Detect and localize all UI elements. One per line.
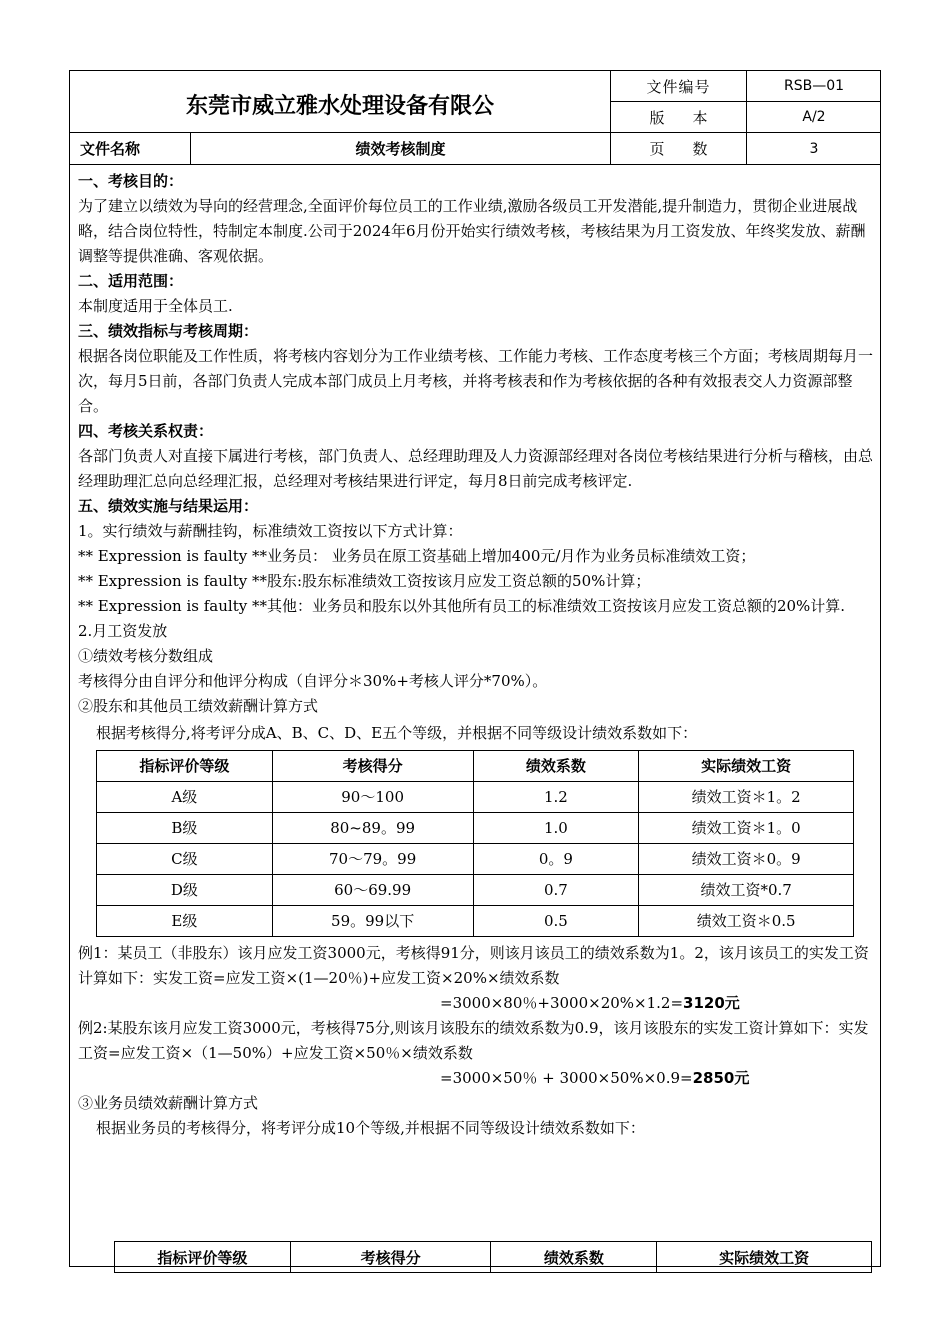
table-row: [97, 782, 854, 813]
document-frame: [69, 70, 881, 1267]
section-5-paragraph: ** Expression is faulty **其他：业务员和股东以外其他所有员工的标准绩效工资按该月应发工资总额的20%计算.: [78, 597, 846, 615]
table-cell: 59。99以下: [272, 906, 473, 937]
table-cell: 1.0: [473, 813, 639, 844]
section-5-paragraph: ①绩效考核分数组成: [78, 647, 214, 665]
table-cell: 绩效工资＊0。9: [639, 844, 854, 875]
table-cell: 0.5: [473, 906, 639, 937]
table-cell: 0。9: [473, 844, 639, 875]
table-cell: E级: [97, 906, 273, 937]
salesperson-grade-table: [114, 1241, 872, 1273]
section-5-title: 五、绩效实施与结果运用：: [78, 497, 259, 515]
column-header: 指标评价等级: [115, 1242, 291, 1273]
column-header: 实际绩效工资: [639, 751, 854, 782]
version-label: 版本: [611, 102, 747, 133]
table-cell: A级: [97, 782, 273, 813]
table-cell: 0.7: [473, 875, 639, 906]
section-5-paragraph: 2.月工资发放: [78, 622, 168, 640]
table-cell: 绩效工资＊1。2: [639, 782, 854, 813]
file-name-value: 绩效考核制度: [191, 133, 611, 165]
example-2-body: 例2:某股东该月应发工资3000元，考核得75分,则该月该股东的绩效系数为0.9，该月该股东的实发工资计算如下：实发工资=应发工资×（1—50%）+应发工资×50％×绩效系数: [78, 1019, 869, 1062]
column-header: 实际绩效工资: [657, 1242, 872, 1273]
column-header: 指标评价等级: [97, 751, 273, 782]
table-cell: 绩效工资*0.7: [639, 875, 854, 906]
section-2-body: 本制度适用于全体员工.: [78, 297, 233, 315]
example-1-calculation: [78, 991, 874, 1016]
section-5-paragraph: 1。实行绩效与薪酬挂钩，标准绩效工资按以下方式计算：: [78, 522, 463, 540]
table-cell: B级: [97, 813, 273, 844]
table-cell: 90～100: [272, 782, 473, 813]
doc-number-label: 文件编号: [611, 71, 747, 102]
table-cell: 绩效工资＊1。0: [639, 813, 854, 844]
grade-table: [96, 750, 854, 937]
example-2-formula: =3000×50％ + 3000×50%×0.9=: [440, 1069, 693, 1087]
pages-label: 页数: [611, 133, 747, 165]
file-name-label: 文件名称: [70, 133, 191, 165]
example-1-result: 3120元: [683, 994, 740, 1012]
table-cell: D级: [97, 875, 273, 906]
column-header: 考核得分: [290, 1242, 491, 1273]
doc-number-value: RSB—01: [747, 71, 881, 102]
section-2-title: 二、适用范围：: [78, 272, 184, 290]
document-body: [78, 169, 874, 1141]
section-3-title: 三、绩效指标与考核周期：: [78, 322, 259, 340]
table-cell: 绩效工资＊0.5: [639, 906, 854, 937]
table-row: [97, 875, 854, 906]
section-1-title: 一、考核目的：: [78, 172, 184, 190]
table-header-row: [97, 751, 854, 782]
section-4-title: 四、考核关系权责：: [78, 422, 214, 440]
section-5-paragraph: ** Expression is faulty **业务员： 业务员在原工资基础上增加400元/月作为业务员标准绩效工资；: [78, 547, 756, 565]
section-4-body: 各部门负责人对直接下属进行考核，部门负责人、总经理助理及人力资源部经理对各岗位考核结果进行分析与稽核，由总经理助理汇总向总经理汇报，总经理对考核结果进行评定，每月8日前完成考核评定.: [78, 447, 874, 490]
column-header: 绩效系数: [473, 751, 639, 782]
section-3-body: 根据各岗位职能及工作性质，将考核内容划分为工作业绩考核、工作能力考核、工作态度考核三个方面；考核周期每月一次，每月5日前，各部门负责人完成本部门成员上月考核，并将考核表和作为考核依据的各种有效报表交人力资源部整合。: [78, 347, 874, 415]
table-cell: 70～79。99: [272, 844, 473, 875]
version-value: A/2: [747, 102, 881, 133]
table-header-row: [115, 1242, 872, 1273]
section-5-paragraph: 根据业务员的考核得分，将考评分成10个等级,并根据不同等级设计绩效系数如下：: [96, 1119, 645, 1137]
table-cell: C级: [97, 844, 273, 875]
column-header: 绩效系数: [491, 1242, 657, 1273]
column-header: 考核得分: [272, 751, 473, 782]
section-5-paragraph: 考核得分由自评分和他评分构成（自评分＊30%+考核人评分*70%）。: [78, 672, 548, 690]
pages-value: 3: [747, 133, 881, 165]
document-header: [70, 71, 882, 165]
table-row: [97, 906, 854, 937]
example-1-formula: =3000×80％+3000×20%×1.2=: [440, 994, 684, 1012]
example-2-calculation: [78, 1066, 874, 1091]
section-5-paragraph: ** Expression is faulty **股东:股东标准绩效工资按该月应发工资总额的50%计算；: [78, 572, 651, 590]
company-name: 东莞市威立雅水处理设备有限公: [70, 71, 611, 133]
table-row: [97, 813, 854, 844]
section-5-paragraph: ③业务员绩效薪酬计算方式: [78, 1094, 259, 1112]
section-1-body: 为了建立以绩效为导向的经营理念,全面评价每位员工的工作业绩,激励各级员工开发潜能,提升制造力，贯彻企业进展战略，结合岗位特性，特制定本制度.公司于2024年6月份开始实行绩效考核，考核结果为月工资发放、年终奖发放、薪酬调整等提供准确、客观依据。: [78, 197, 866, 265]
table-cell: 60～69.99: [272, 875, 473, 906]
section-5-paragraph: ②股东和其他员工绩效薪酬计算方式: [78, 697, 319, 715]
example-2-result: 2850元: [692, 1069, 750, 1087]
example-1-body: 例1：某员工（非股东）该月应发工资3000元，考核得91分，则该月该员工的绩效系数为1。2，该月该员工的实发工资计算如下：实发工资=应发工资×(1—20％)+应发工资×20%×绩效系数: [78, 944, 869, 987]
table-row: [97, 844, 854, 875]
section-5-paragraph: 根据考核得分,将考评分成A、B、C、D、E五个等级，并根据不同等级设计绩效系数如下：: [96, 724, 698, 742]
table-cell: 1.2: [473, 782, 639, 813]
table-cell: 80~89。99: [272, 813, 473, 844]
